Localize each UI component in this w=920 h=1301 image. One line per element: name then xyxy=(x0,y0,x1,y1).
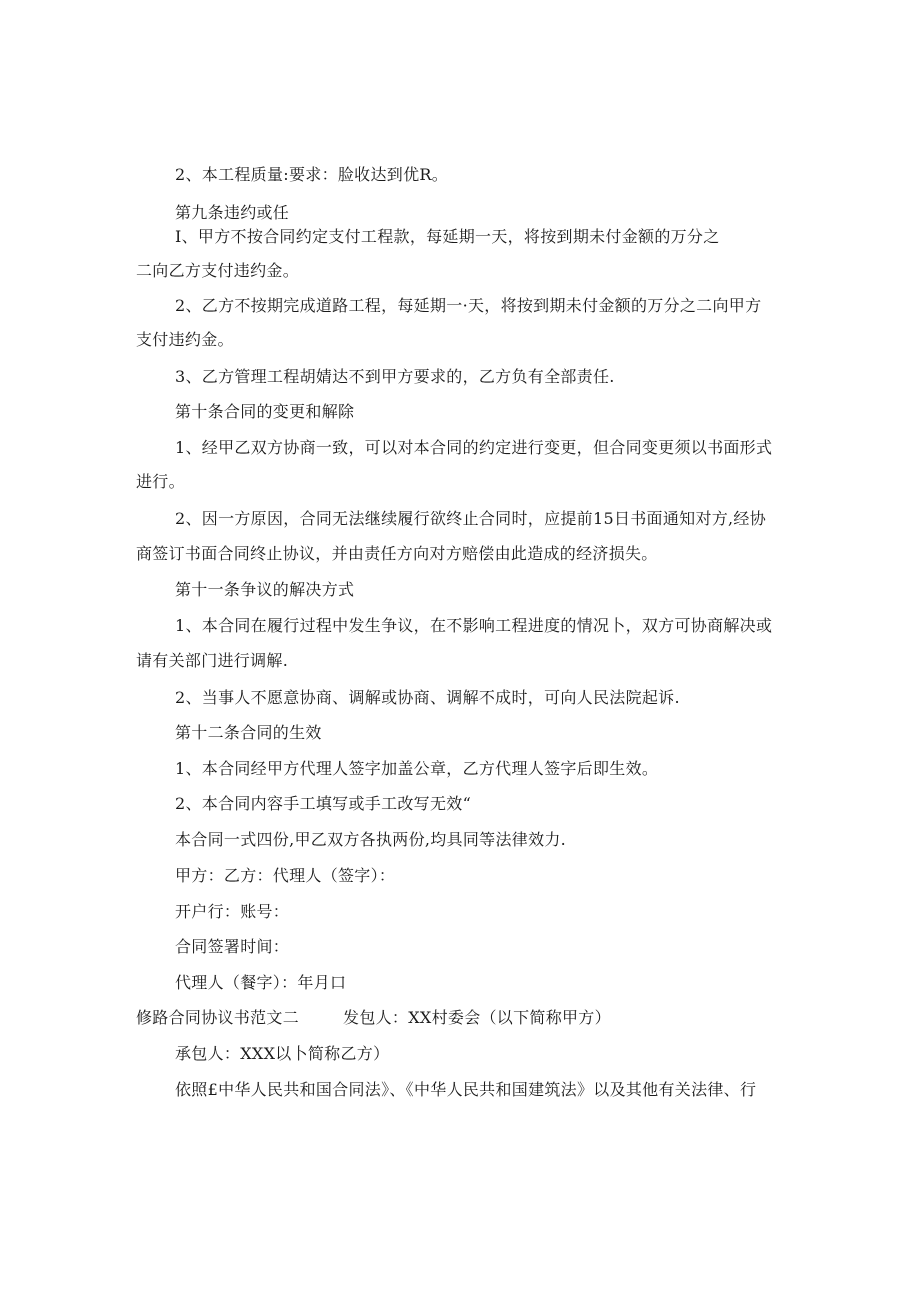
agent-signature-line: 代理人（餐字）：年月口 xyxy=(175,973,347,992)
clause-11-item-2: 2、当事人不愿意协商、调解或协商、调解不成时，可向人民法院起诉. xyxy=(175,688,680,707)
bank-account-line: 开户行：账号： xyxy=(175,902,290,921)
second-contract-party-a: 发包人：XX村委会（以下简称甲方） xyxy=(343,1008,611,1027)
clause-9-item-1-line-2: 二向乙方支付违约金。 xyxy=(136,261,300,280)
clause-9-item-3: 3、乙方管理工程胡婧达不到甲方要求的，乙方负有全部责任. xyxy=(175,367,615,386)
clause-9-item-2-line-1: 2、乙方不按期完成道路工程，每延期一·天，将按到期未付金额的万分之二向甲方 xyxy=(175,296,762,315)
article-10-heading: 第十条合同的变更和解除 xyxy=(175,402,355,421)
article-11-heading: 第十一条争议的解决方式 xyxy=(175,580,355,599)
clause-11-item-1-line-2: 请有关部门进行调解. xyxy=(136,651,289,670)
signature-parties-line: 甲方：乙方：代理人（签字）： xyxy=(175,866,396,885)
clause-8-item-2: 2、本工程质量:要求：脸收达到优R。 xyxy=(175,165,449,184)
second-contract-header-line xyxy=(136,1007,611,1029)
copies-statement: 本合同一式四份,甲乙双方各执两份,均具同等法律效力. xyxy=(175,830,567,849)
clause-9-item-2-line-2: 支付违约金。 xyxy=(136,330,234,349)
article-9-heading: 第九条违约或任 xyxy=(175,203,290,222)
clause-10-item-1-line-1: 1、经甲乙双方协商一致，可以对本合同的约定进行变更，但合同变更须以书面形式 xyxy=(175,438,773,457)
second-contract-party-b: 承包人：XXX以卜简称乙方） xyxy=(175,1044,390,1063)
second-contract-intro: 依照£中华人民共和国合同法》、《中华人民共和国建筑法》以及其他有关法律、行 xyxy=(175,1080,757,1099)
signing-date-line: 合同签署时间： xyxy=(175,937,290,956)
clause-10-item-2-line-2: 商签订书面合同终止协议，并由责任方向对方赔偿由此造成的经济损失。 xyxy=(136,544,658,563)
clause-12-item-2: 2、本合同内容手工填写或手工改写无效“ xyxy=(175,794,472,813)
clause-10-item-2-line-1: 2、因一方原因，合同无法继续履行欲终止合同时，应提前15日书面通知对方,经协 xyxy=(175,509,767,528)
clause-10-item-1-line-2: 进行。 xyxy=(136,472,185,491)
second-contract-title: 修路合同协议书范文二 xyxy=(136,1008,300,1027)
article-12-heading: 第十二条合同的生效 xyxy=(175,723,322,742)
clause-12-item-1: 1、本合同经甲方代理人签字加盖公章，乙方代理人签字后即生效。 xyxy=(175,759,659,778)
clause-9-item-1-line-1: I、甲方不按合同约定支付工程款，每延期一天，将按到期未付金额的万分之 xyxy=(175,227,720,246)
clause-11-item-1-line-1: 1、本合同在履行过程中发生争议，在不影响工程进度的情况卜，双方可协商解决或 xyxy=(175,616,773,635)
